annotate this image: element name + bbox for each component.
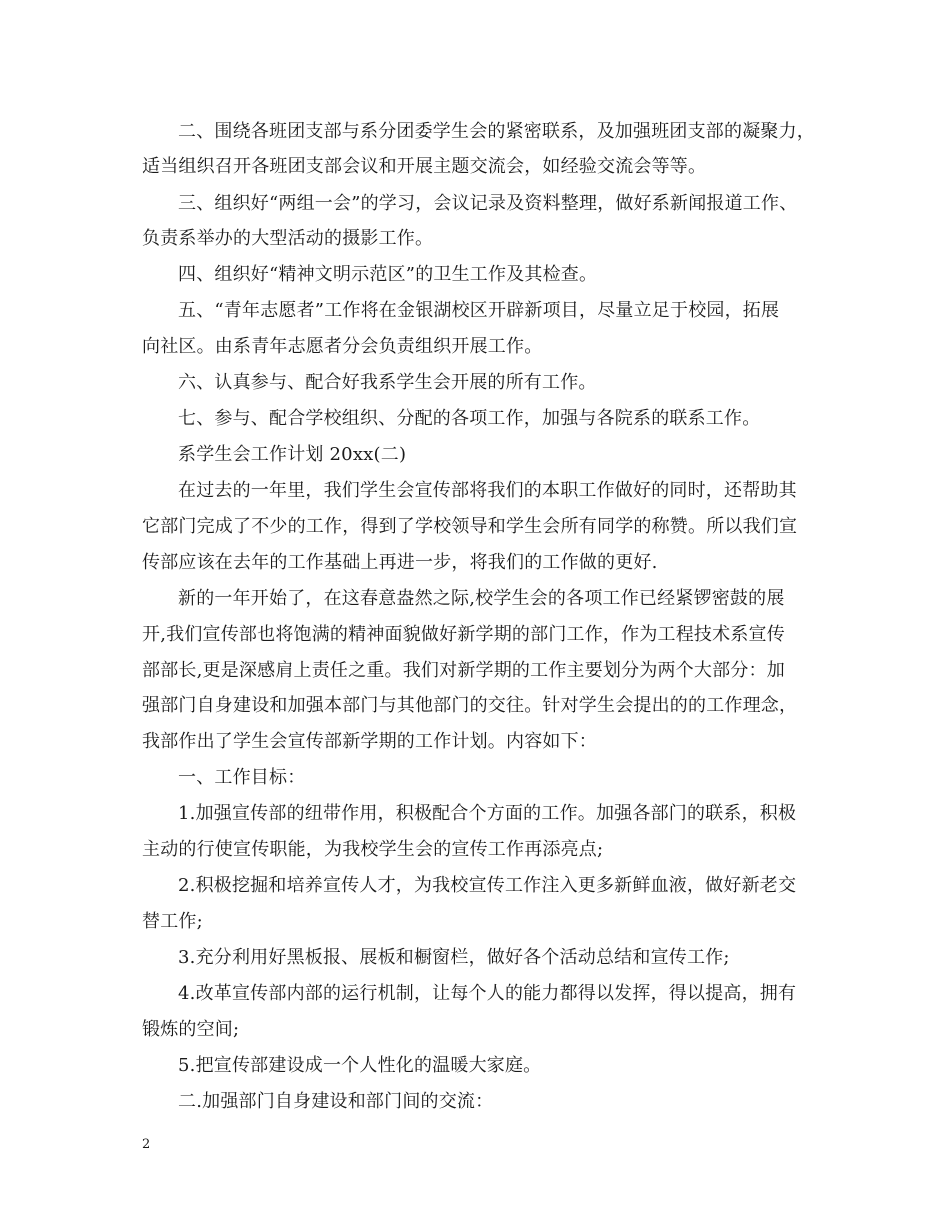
text-line: 三、组织好“两组一会”的学习，会议记录及资料整理，做好系新闻报道工作、 (178, 193, 798, 214)
text-line: 4.改革宣传部内部的运行机制，让每个人的能力都得以发挥，得以提高，拥有 (178, 983, 797, 1004)
text-line: 它部门完成了不少的工作，得到了学校领导和学生会所有同学的称赞。所以我们宣 (142, 516, 798, 537)
text-line: 五、“青年志愿者”工作将在金银湖校区开辟新项目，尽量立足于校园，拓展 (178, 300, 780, 321)
text-line: 传部应该在去年的工作基础上再进一步，将我们的工作做的更好. (142, 552, 658, 573)
text-line: 开,我们宣传部也将饱满的精神面貌做好新学期的部门工作，作为工程技术系宣传 (142, 624, 785, 645)
text-line: 我部作出了学生会宣传部新学期的工作计划。内容如下： (142, 731, 597, 752)
text-line: 新的一年开始了，在这春意盎然之际,校学生会的各项工作已经紧锣密鼓的展 (178, 588, 785, 609)
text-line: 主动的行使宣传职能，为我校学生会的宣传工作再添亮点; (142, 839, 604, 860)
text-line: 适当组织召开各班团支部会议和开展主题交流会，如经验交流会等等。 (142, 156, 707, 177)
text-line: 锻炼的空间; (142, 1019, 240, 1040)
section-heading: 系学生会工作计划 20xx(二) (178, 444, 407, 465)
page-number: 2 (142, 1137, 151, 1152)
text-line: 3.充分利用好黑板报、展板和橱窗栏，做好各个活动总结和宣传工作; (178, 947, 730, 968)
text-line: 二、围绕各班团支部与系分团委学生会的紧密联系，及加强班团支部的凝聚力， (178, 121, 815, 142)
text-line: 替工作; (142, 911, 203, 932)
text-line: 部部长,更是深感肩上责任之重。我们对新学期的工作主要划分为两个大部分：加 (142, 660, 785, 681)
text-line: 负责系举办的大型活动的摄影工作。 (142, 228, 434, 249)
text-line: 向社区。由系青年志愿者分会负责组织开展工作。 (142, 336, 543, 357)
text-line: 七、参与、配合学校组织、分配的各项工作，加强与各院系的联系工作。 (178, 408, 761, 429)
text-line: 二.加强部门自身建设和部门间的交流： (178, 1091, 494, 1112)
text-line: 1.加强宣传部的纽带作用，积极配合个方面的工作。加强各部门的联系，积极 (178, 803, 797, 824)
text-line: 强部门自身建设和加强本部门与其他部门的交往。针对学生会提出的的工作理念， (142, 695, 798, 716)
text-line: 一、工作目标： (178, 767, 306, 788)
text-line: 2.积极挖掘和培养宣传人才，为我校宣传工作注入更多新鲜血液，做好新老交 (178, 875, 797, 896)
text-line: 四、组织好“精神文明示范区”的卫生工作及其检查。 (178, 264, 598, 285)
text-line: 在过去的一年里，我们学生会宣传部将我们的本职工作做好的同时，还帮助其 (178, 480, 797, 501)
text-line: 六、认真参与、配合好我系学生会开展的所有工作。 (178, 372, 597, 393)
text-line: 5.把宣传部建设成一个人性化的温暖大家庭。 (178, 1055, 542, 1076)
